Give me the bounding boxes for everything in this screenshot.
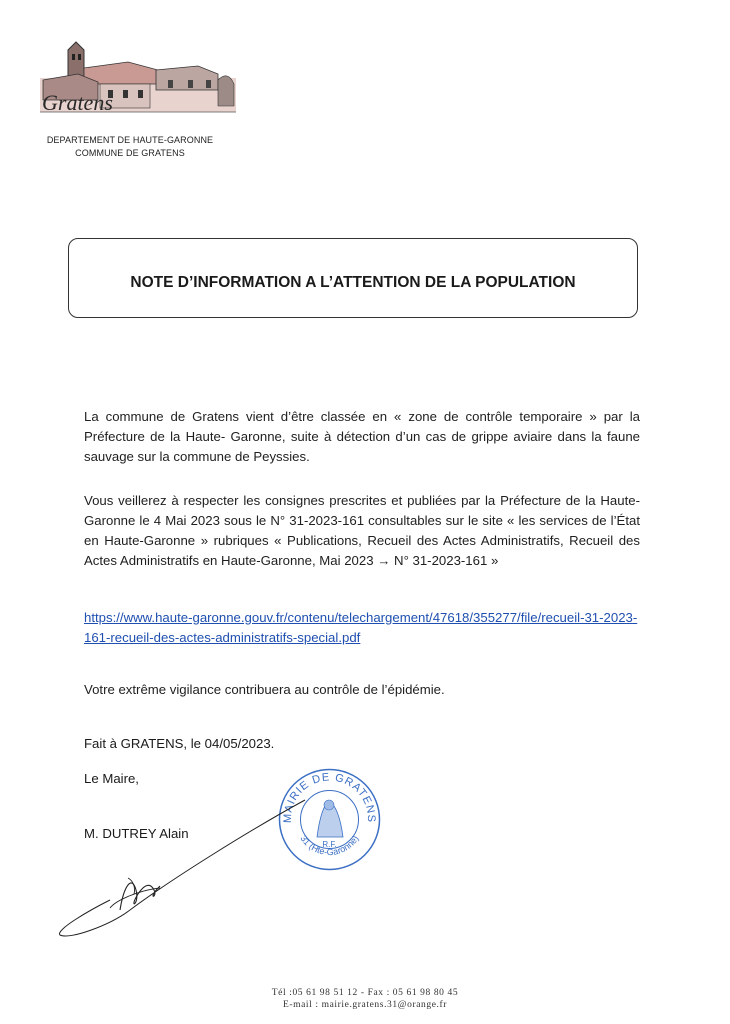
commune-name: COMMUNE DE GRATENS (75, 148, 185, 158)
gratens-logo (38, 40, 238, 120)
paragraph-1: La commune de Gratens vient d’être classée en « zone de contrôle temporaire » par la Préfecture de la Haute- Garonne, suite à détection d’un cas de grippe aviaire dans la faune sauvage sur la commune de Peyssies. (84, 409, 640, 464)
footer-phone: Tél :05 61 98 51 12 - Fax : 05 61 98 80 45 (271, 988, 459, 998)
stamp-text-top: MAIRIE DE GRATENS (281, 771, 378, 824)
footer (0, 987, 730, 1011)
signer-name: M. DUTREY Alain (84, 826, 189, 841)
stamp-text-rf: R.F. (322, 840, 337, 849)
title-box (68, 238, 638, 318)
footer-email: E-mail : mairie.gratens.31@orange.fr (282, 1000, 448, 1010)
header-department (30, 134, 230, 160)
prefecture-link[interactable]: https://www.haute-garonne.gouv.fr/contenu/telechargement/47618/355277/file/recueil-31-2023-161-recueil-des-actes-administratifs-special.pdf (84, 610, 638, 645)
signature (50, 790, 310, 950)
paragraph-2: Vous veillerez à respecter les consignes prescrites et publiées par la Préfecture de la Haute-Garonne le 4 Mai 2023 sous le N° 31-2023-161 consultables sur le site « les services de l’État en Haute-Garonne » rubriques « Publications, Recueil des Actes Administratifs, Recueil des Actes Administratifs en Haute-Garonne, Mai 2023 → N° 31-2023-161 » (84, 493, 640, 568)
signer-role: Le Maire, (84, 771, 139, 786)
stamp-text-bottom: 31 (Hte-Garonne) (298, 833, 361, 858)
paragraph-3: Votre extrême vigilance contribuera au contrôle de l’épidémie. (84, 682, 445, 697)
department-name: DEPARTEMENT DE HAUTE-GARONNE (46, 135, 214, 145)
logo-text: Gratens (42, 90, 113, 115)
place-date: Fait à GRATENS, le 04/05/2023. (84, 736, 275, 751)
page-title: NOTE D’INFORMATION A L’ATTENTION DE LA POPULATION (130, 274, 576, 291)
